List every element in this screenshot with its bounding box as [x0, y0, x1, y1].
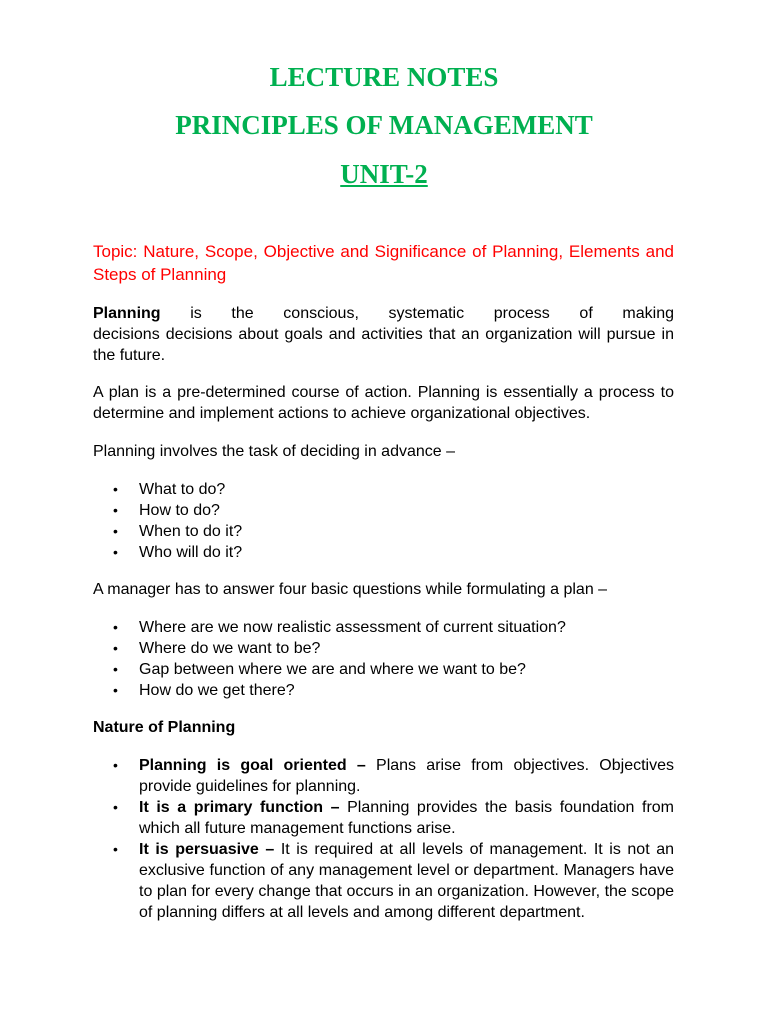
title-principles: PRINCIPLES OF MANAGEMENT [175, 110, 593, 140]
definition-term: Planning [93, 305, 161, 322]
list-questions [93, 617, 674, 701]
paragraph-deciding: Planning involves the task of deciding in advance – [93, 443, 456, 460]
definition-rest: decisions decisions about goals and activities that an organization will pursue in the future. [93, 326, 674, 364]
definition-line-1-text: is the conscious, systematic process of making [160, 305, 674, 322]
nature-item-title: It is a primary function – [139, 799, 340, 816]
title-lecture-notes: LECTURE NOTES [269, 62, 499, 92]
paragraph-questions: A manager has to answer four basic questions while formulating a plan – [93, 581, 608, 598]
nature-item [93, 755, 674, 797]
title-unit [0, 159, 768, 189]
list-item: • Who will do it? [93, 542, 674, 563]
list-item: • Gap between where we are and where we want to be? [93, 659, 674, 680]
list-item: • When to do it? [93, 521, 674, 542]
nature-item [93, 839, 674, 923]
list-nature [93, 755, 674, 923]
paragraph-plan: A plan is a pre-determined course of action. Planning is essentially a process to determine and implement actions to achieve organizational objectives. [93, 384, 674, 422]
nature-item-title: Planning is goal oriented – [139, 757, 366, 774]
definition-line-1 [93, 303, 674, 324]
nature-item-text: It is required at all levels of management. It is not an exclusive function of any management level or department. Managers have to plan for every change that occurs in an organization. However, the scope of planning differs at all levels and among different department. [139, 841, 674, 921]
list-item: • How to do? [93, 500, 674, 521]
title-unit-text: UNIT-2 [340, 159, 428, 189]
nature-item-title: It is persuasive – [139, 841, 275, 858]
nature-heading [93, 717, 674, 738]
nature-item-text: Plans arise from objectives. Objectives provide guidelines for planning. [139, 757, 674, 795]
topic-heading: Topic: Nature, Scope, Objective and Significance of Planning, Elements and Steps of Planning [93, 242, 674, 284]
paragraph-planning-definition [93, 303, 674, 366]
nature-heading-text: Nature of Planning [93, 719, 236, 736]
list-item: • How do we get there? [93, 680, 674, 701]
nature-item [93, 797, 674, 839]
nature-item-text: Planning provides the basis foundation from which all future management functions arise. [139, 799, 674, 837]
list-item: • What to do? [93, 479, 674, 500]
list-item: • Where are we now realistic assessment of current situation? [93, 617, 674, 638]
list-deciding [93, 479, 674, 563]
list-item: • Where do we want to be? [93, 638, 674, 659]
